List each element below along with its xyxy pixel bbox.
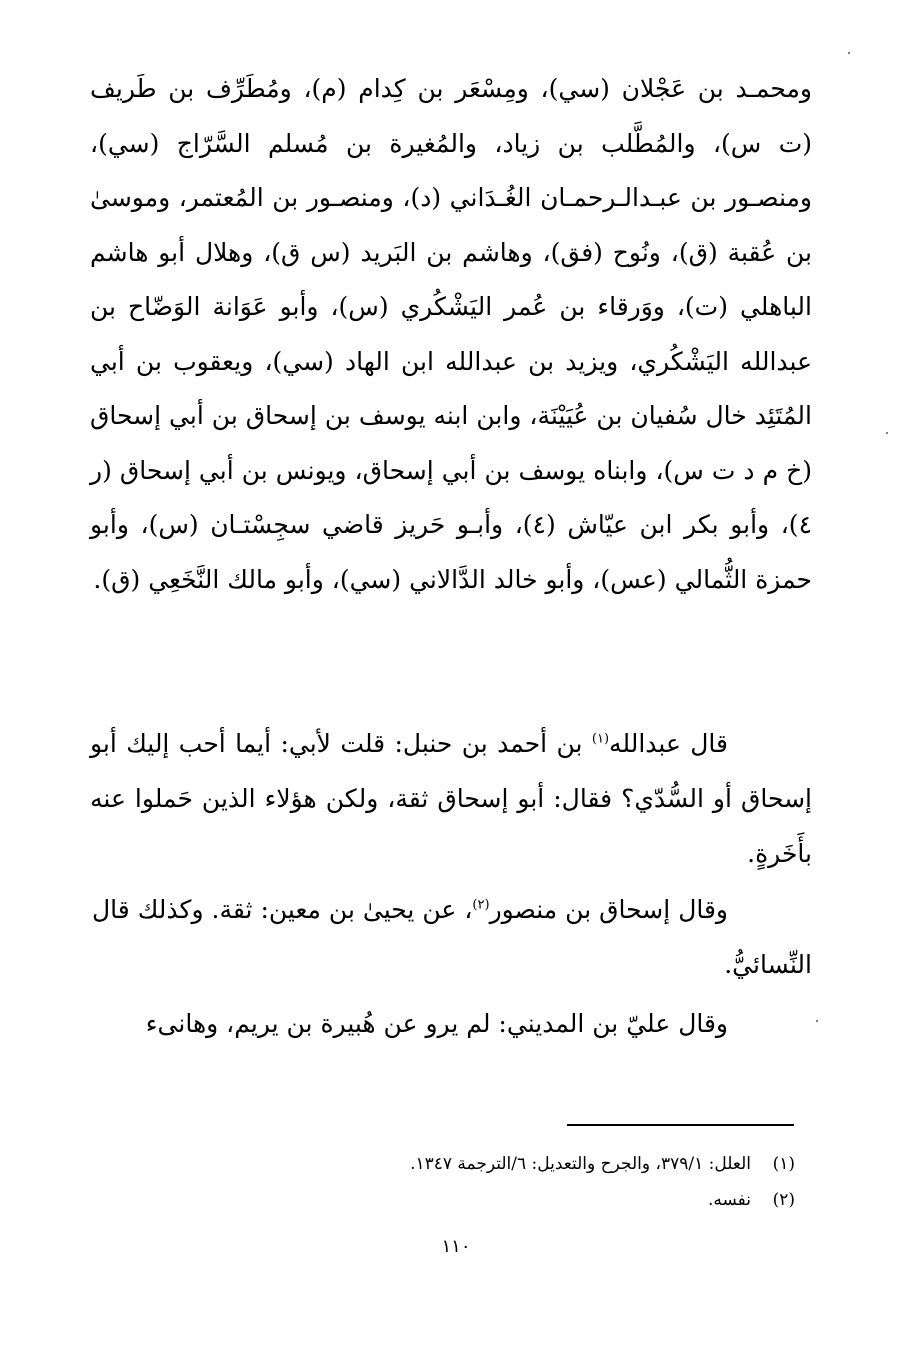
footnote-number: (١)	[772, 1154, 795, 1174]
footnote-number: (٢)	[772, 1190, 795, 1210]
footnote-reference-2: (٢)	[472, 897, 490, 913]
ali-quote-paragraph: وقال عليّ بن المديني: لم يرو عن هُبيرة بن يريم، وهانىء	[145, 1009, 728, 1038]
page-number: ١١٠	[441, 1236, 471, 1257]
footnote-text: نفسه.	[707, 1190, 751, 1210]
footnotes	[250, 1146, 795, 1218]
paragraph-text-before-ref: وقال إسحاق بن منصور	[489, 895, 729, 924]
paragraph-text-after-ref: بن أحمد بن حنبل: قلت لأبي: أيما أحب إليك أبو إسحاق أو السُّدّي؟ فقال: أبو إسحاق ثقة، ولكن هؤلاء الذين حَملوا عنه بأَخَرةٍ.	[90, 729, 812, 868]
footnote-2	[250, 1182, 795, 1218]
scan-speck	[848, 52, 850, 54]
narrators-paragraph: ومحمـد بن عَجْلان (سي)، ومِسْعَر بن كِدام (م)، ومُطَرِّف بن طَريف (ت س)، والمُطَّلب بن زياد، والمُغيرة بن مُسلم السَّرّاج (سي)، ومنصـور بن عبـدالـرحمـان الغُـدَاني (د)، ومنصـور بن المُعتمر، وموسىٰ بن عُقبة (ق)، ونُوح (فق)، وهاشم بن البَريد (س ق)، وهلال أبو هاشم الباهلي (ت)، ووَرقاء بن عُمر اليَشْكُري (س)، وأبو عَوَانة الوَضّاح بن عبدالله اليَشْكُري، ويزيد بن عبدالله ابن الهاد (سي)، ويعقوب بن أبي المُتَئِد خال سُفيان بن عُيَيْنَة، وابن ابنه يوسف بن إسحاق بن أبي إسحاق (خ م د ت س)، وابناه يوسف بن أبي إسحاق، ويونس بن أبي إسحاق (ر ٤)، وأبو بكر ابن عيّاش (٤)، وأبـو حَريز قاضي سجِسْتـان (س)، وأبو حمزة الثُّمالي (عس)، وأبو خالد الدَّالاني (سي)، وأبو مالك النَّخَعِي (ق).	[90, 74, 812, 594]
abdullah-quote-paragraph	[90, 716, 812, 881]
paragraph-text-before-ref: قال عبدالله	[609, 729, 728, 758]
paragraph-text-after-ref: ، عن يحيىٰ بن معين: ثقة. وكذلك قال النِّسائيُّ.	[92, 895, 812, 979]
footnote-1	[250, 1146, 795, 1182]
footnote-text: العلل: ٣٧٩/١، والجرح والتعديل: ٦/الترجمة ١٣٤٧.	[410, 1154, 751, 1174]
footnote-divider	[567, 1124, 794, 1126]
scan-speck	[886, 432, 888, 434]
scan-speck	[816, 1020, 818, 1022]
ishaq-quote-paragraph	[92, 882, 812, 992]
footnote-reference-1: (١)	[591, 731, 610, 747]
